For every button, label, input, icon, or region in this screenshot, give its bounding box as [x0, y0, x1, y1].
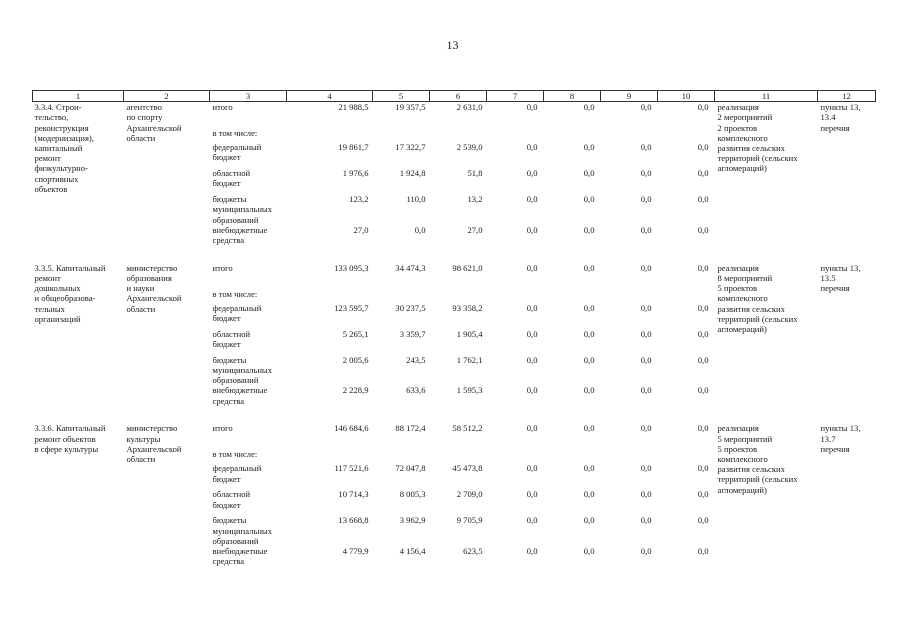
amount-cell	[658, 289, 715, 303]
amount-cell: 0,0	[697, 262, 709, 273]
amount-cell: 146 684,6	[334, 423, 369, 434]
amount-cell: 17 322,7	[395, 142, 426, 153]
amount-cell	[373, 128, 430, 142]
amount-cell	[601, 289, 658, 303]
column-number-11: 11	[715, 91, 818, 102]
amount-cell: 0,0	[697, 194, 709, 205]
amount-cell: 0,0	[583, 489, 595, 500]
amount-cell: 0,0	[640, 463, 652, 474]
funding-source: итого	[212, 102, 233, 113]
amount-cell: 0,0	[697, 354, 709, 365]
amount-cell: 633,6	[406, 385, 426, 396]
column-number-4: 4	[287, 91, 373, 102]
column-number-5: 5	[373, 91, 430, 102]
amount-cell: 9 705,9	[456, 515, 483, 526]
amount-cell	[487, 449, 544, 463]
amount-cell: 0,0	[697, 328, 709, 339]
amount-cell: 5 265,1	[342, 328, 369, 339]
amount-cell: 0,0	[583, 262, 595, 273]
amount-cell: 0,0	[583, 194, 595, 205]
table-row	[33, 263, 876, 289]
amount-cell: 0,0	[583, 302, 595, 313]
amount-cell: 93 358,2	[452, 302, 483, 313]
amount-cell: 0,0	[640, 489, 652, 500]
amount-cell: 0,0	[583, 102, 595, 113]
amount-cell: 0,0	[640, 224, 652, 235]
list-reference: пункты 13, 13.4 перечня	[820, 102, 861, 133]
amount-cell: 0,0	[526, 423, 538, 434]
amount-cell: 0,0	[526, 142, 538, 153]
amount-cell: 0,0	[526, 168, 538, 179]
column-number-1: 1	[33, 91, 124, 102]
funding-source: внебюджетные средства	[212, 385, 268, 406]
amount-cell: 110,0	[406, 194, 426, 205]
amount-cell: 0,0	[640, 302, 652, 313]
amount-cell	[430, 128, 487, 142]
amount-cell: 0,0	[697, 489, 709, 500]
funding-source: областной бюджет	[212, 328, 251, 350]
amount-cell: 0,0	[640, 328, 652, 339]
amount-cell: 0,0	[583, 142, 595, 153]
amount-cell	[544, 128, 601, 142]
amount-cell: 0,0	[583, 423, 595, 434]
funding-source: в том числе:	[212, 449, 258, 460]
amount-cell: 4 156,4	[399, 546, 426, 557]
amount-cell: 0,0	[583, 515, 595, 526]
table-body	[33, 102, 876, 572]
amount-cell: 0,0	[526, 194, 538, 205]
amount-cell: 0,0	[697, 224, 709, 235]
funding-source: федеральный бюджет	[212, 142, 262, 163]
list-reference: пункты 13, 13.5 перечня	[820, 262, 861, 294]
expected-result: реализация 8 мероприятий 5 проектов комплексного развития сельских территорий (сельских агломераций)	[717, 262, 798, 335]
amount-cell	[544, 289, 601, 303]
amount-cell: 0,0	[697, 463, 709, 474]
amount-cell: 0,0	[640, 385, 652, 396]
funding-source: внебюджетные средства	[212, 546, 268, 567]
page-number: 13	[446, 38, 459, 52]
amount-cell: 0,0	[526, 385, 538, 396]
amount-cell: 30 237,5	[395, 302, 426, 313]
executor-name: министерство образования и науки Архангельской области	[126, 262, 182, 314]
gap-cell	[33, 411, 876, 423]
amount-cell	[287, 289, 373, 303]
amount-cell: 0,0	[583, 463, 595, 474]
column-number-8: 8	[544, 91, 601, 102]
amount-cell: 0,0	[583, 354, 595, 365]
funding-source: итого	[212, 423, 233, 434]
amount-cell: 98 621,0	[452, 262, 483, 273]
amount-cell	[287, 449, 373, 463]
amount-cell: 0,0	[697, 142, 709, 153]
column-number-2: 2	[124, 91, 210, 102]
amount-cell: 243,5	[406, 354, 426, 365]
column-number-6: 6	[430, 91, 487, 102]
column-number-3: 3	[210, 91, 287, 102]
amount-cell: 0,0	[526, 102, 538, 113]
amount-cell: 88 172,4	[395, 423, 426, 434]
amount-cell: 0,0	[640, 515, 652, 526]
amount-cell: 1 762,1	[456, 354, 483, 365]
funding-source: в том числе:	[212, 128, 258, 139]
amount-cell	[430, 449, 487, 463]
amount-cell: 19 861,7	[338, 142, 369, 153]
amount-cell: 0,0	[526, 302, 538, 313]
expected-result: реализация 2 мероприятий 2 проектов комплексного развития сельских территорий (сельских агломераций)	[717, 102, 798, 174]
amount-cell: 58 512,2	[452, 423, 483, 434]
amount-cell: 0,0	[583, 385, 595, 396]
amount-cell: 133 095,3	[334, 262, 369, 273]
amount-cell: 72 047,8	[395, 463, 426, 474]
table-row	[33, 423, 876, 449]
amount-cell: 0,0	[697, 102, 709, 113]
amount-cell: 0,0	[640, 168, 652, 179]
funding-source: федеральный бюджет	[212, 463, 262, 484]
amount-cell: 1 924,8	[399, 168, 426, 179]
measure-name: 3.3.4. Строи- тельство, реконструкция (модернизация), капитальный ремонт физкультурно- спортивных объектов	[34, 102, 94, 194]
amount-cell: 21 988,5	[338, 102, 369, 113]
list-reference: пункты 13, 13.7 перечня	[820, 423, 861, 454]
funding-source: внебюджетные средства	[212, 224, 268, 246]
amount-cell: 0,0	[583, 224, 595, 235]
amount-cell	[373, 289, 430, 303]
amount-cell: 0,0	[526, 546, 538, 557]
amount-cell: 117 521,6	[334, 463, 369, 474]
amount-cell: 0,0	[526, 328, 538, 339]
amount-cell: 0,0	[697, 302, 709, 313]
funding-source: бюджеты муниципальных образований	[212, 515, 272, 546]
amount-cell: 0,0	[526, 262, 538, 273]
funding-source: бюджеты муниципальных образований	[212, 194, 272, 225]
amount-cell: 0,0	[697, 515, 709, 526]
amount-cell	[544, 449, 601, 463]
amount-cell: 123 595,7	[334, 302, 369, 313]
amount-cell: 0,0	[414, 224, 426, 235]
column-number-7: 7	[487, 91, 544, 102]
amount-cell: 10 714,3	[338, 489, 369, 500]
amount-cell	[487, 128, 544, 142]
amount-cell: 0,0	[640, 262, 652, 273]
expected-result: реализация 5 мероприятий 5 проектов комплексного развития сельских территорий (сельских агломераций)	[717, 423, 798, 495]
amount-cell: 0,0	[526, 224, 538, 235]
amount-cell: 27,0	[467, 224, 483, 235]
amount-cell: 34 474,3	[395, 262, 426, 273]
executor-name: министерство культуры Архангельской области	[126, 423, 182, 465]
amount-cell: 0,0	[640, 354, 652, 365]
amount-cell: 13 668,8	[338, 515, 369, 526]
amount-cell: 45 473,8	[452, 463, 483, 474]
table-row	[33, 102, 876, 129]
column-number-row	[33, 91, 876, 102]
amount-cell: 0,0	[526, 354, 538, 365]
amount-cell: 0,0	[640, 423, 652, 434]
amount-cell: 51,8	[467, 168, 483, 179]
block-gap	[33, 251, 876, 263]
amount-cell: 0,0	[697, 168, 709, 179]
program-measures-table	[32, 90, 876, 572]
amount-cell: 0,0	[697, 423, 709, 434]
amount-cell: 3 962,9	[399, 515, 426, 526]
column-number-10: 10	[658, 91, 715, 102]
amount-cell: 0,0	[697, 385, 709, 396]
measure-name: 3.3.6. Капитальный ремонт объектов в сфере культуры	[34, 423, 106, 454]
amount-cell: 2 005,6	[342, 354, 369, 365]
amount-cell: 2 228,9	[342, 385, 369, 396]
measure-name: 3.3.5. Капитальный ремонт дошкольных и общеобразова- тельных организаций	[34, 262, 106, 324]
block-gap	[33, 411, 876, 423]
amount-cell	[601, 128, 658, 142]
amount-cell	[658, 128, 715, 142]
amount-cell: 1 595,3	[456, 385, 483, 396]
gap-cell	[33, 251, 876, 263]
amount-cell: 19 357,5	[395, 102, 426, 113]
amount-cell: 123,2	[349, 194, 369, 205]
amount-cell: 3 359,7	[399, 328, 426, 339]
column-number-12: 12	[818, 91, 876, 102]
amount-cell: 0,0	[583, 168, 595, 179]
amount-cell	[658, 449, 715, 463]
amount-cell	[373, 449, 430, 463]
amount-cell	[487, 289, 544, 303]
amount-cell: 13,2	[467, 194, 483, 205]
funding-source: бюджеты муниципальных образований	[212, 354, 272, 386]
amount-cell: 8 005,3	[399, 489, 426, 500]
amount-cell: 2 631,0	[456, 102, 483, 113]
funding-source: областной бюджет	[212, 168, 251, 189]
amount-cell: 0,0	[583, 328, 595, 339]
amount-cell: 2 539,0	[456, 142, 483, 153]
amount-cell: 0,0	[583, 546, 595, 557]
amount-cell: 4 779,9	[342, 546, 369, 557]
funding-source: областной бюджет	[212, 489, 251, 510]
amount-cell: 1 905,4	[456, 328, 483, 339]
funding-source: в том числе:	[212, 288, 258, 299]
amount-cell: 0,0	[640, 102, 652, 113]
amount-cell	[430, 289, 487, 303]
amount-cell: 0,0	[526, 489, 538, 500]
amount-cell	[601, 449, 658, 463]
amount-cell: 2 709,0	[456, 489, 483, 500]
amount-cell: 0,0	[526, 463, 538, 474]
amount-cell: 0,0	[640, 546, 652, 557]
amount-cell: 1 976,6	[342, 168, 369, 179]
amount-cell: 0,0	[640, 194, 652, 205]
amount-cell: 0,0	[526, 515, 538, 526]
amount-cell	[287, 128, 373, 142]
amount-cell: 0,0	[640, 142, 652, 153]
amount-cell: 0,0	[697, 546, 709, 557]
column-number-9: 9	[601, 91, 658, 102]
amount-cell: 27,0	[353, 224, 369, 235]
executor-name: агентство по спорту Архангельской области	[126, 102, 182, 143]
funding-source: федеральный бюджет	[212, 302, 262, 324]
amount-cell: 623,5	[463, 546, 483, 557]
funding-source: итого	[212, 262, 233, 273]
